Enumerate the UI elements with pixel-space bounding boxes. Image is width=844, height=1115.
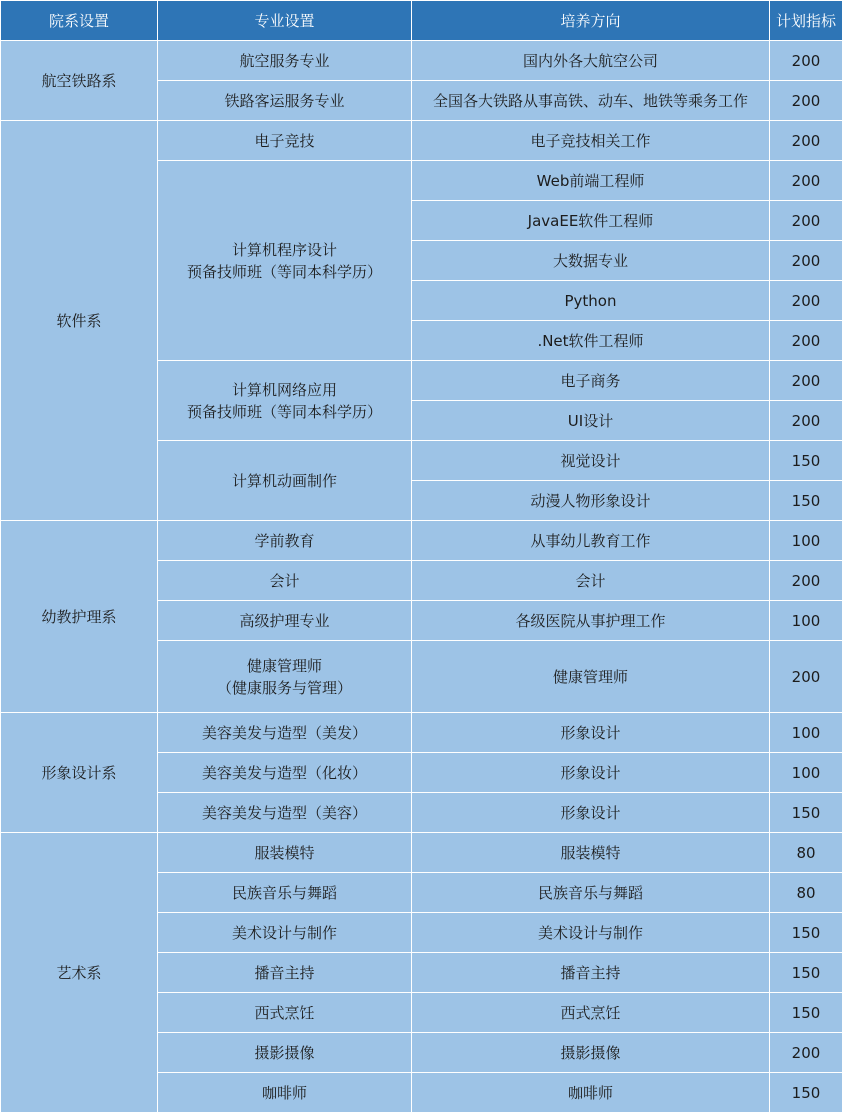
department-cell: 形象设计系 bbox=[1, 713, 158, 833]
major-cell: 咖啡师 bbox=[158, 1073, 412, 1113]
major-cell: 民族音乐与舞蹈 bbox=[158, 873, 412, 913]
direction-cell: 健康管理师 bbox=[412, 641, 770, 713]
direction-cell: UI设计 bbox=[412, 401, 770, 441]
direction-cell: 服装模特 bbox=[412, 833, 770, 873]
major-cell: 航空服务专业 bbox=[158, 41, 412, 81]
quota-cell: 200 bbox=[770, 281, 843, 321]
department-cell: 航空铁路系 bbox=[1, 41, 158, 121]
direction-cell: 电子竞技相关工作 bbox=[412, 121, 770, 161]
quota-cell: 80 bbox=[770, 873, 843, 913]
quota-cell: 200 bbox=[770, 161, 843, 201]
major-cell: 美容美发与造型（化妆） bbox=[158, 753, 412, 793]
department-cell: 软件系 bbox=[1, 121, 158, 521]
direction-cell: Python bbox=[412, 281, 770, 321]
direction-cell: 全国各大铁路从事高铁、动车、地铁等乘务工作 bbox=[412, 81, 770, 121]
direction-cell: 民族音乐与舞蹈 bbox=[412, 873, 770, 913]
major-cell: 高级护理专业 bbox=[158, 601, 412, 641]
quota-cell: 150 bbox=[770, 441, 843, 481]
header-department: 院系设置 bbox=[1, 1, 158, 41]
major-cell: 计算机网络应用 预备技师班（等同本科学历） bbox=[158, 361, 412, 441]
direction-cell: 动漫人物形象设计 bbox=[412, 481, 770, 521]
major-cell: 美容美发与造型（美容） bbox=[158, 793, 412, 833]
major-cell: 服装模特 bbox=[158, 833, 412, 873]
quota-cell: 150 bbox=[770, 913, 843, 953]
quota-cell: 150 bbox=[770, 1073, 843, 1113]
direction-cell: 摄影摄像 bbox=[412, 1033, 770, 1073]
table-header-row bbox=[1, 1, 843, 41]
quota-cell: 150 bbox=[770, 993, 843, 1033]
quota-cell: 200 bbox=[770, 81, 843, 121]
quota-cell: 200 bbox=[770, 1033, 843, 1073]
direction-cell: 咖啡师 bbox=[412, 1073, 770, 1113]
major-cell: 播音主持 bbox=[158, 953, 412, 993]
major-cell: 铁路客运服务专业 bbox=[158, 81, 412, 121]
direction-cell: Web前端工程师 bbox=[412, 161, 770, 201]
direction-cell: 大数据专业 bbox=[412, 241, 770, 281]
quota-cell: 80 bbox=[770, 833, 843, 873]
table-row bbox=[1, 713, 843, 753]
direction-cell: .Net软件工程师 bbox=[412, 321, 770, 361]
direction-cell: 西式烹饪 bbox=[412, 993, 770, 1033]
major-cell: 计算机程序设计 预备技师班（等同本科学历） bbox=[158, 161, 412, 361]
quota-cell: 200 bbox=[770, 121, 843, 161]
quota-cell: 100 bbox=[770, 521, 843, 561]
table-row bbox=[1, 41, 843, 81]
major-cell: 摄影摄像 bbox=[158, 1033, 412, 1073]
direction-cell: 形象设计 bbox=[412, 753, 770, 793]
quota-cell: 200 bbox=[770, 641, 843, 713]
direction-cell: 各级医院从事护理工作 bbox=[412, 601, 770, 641]
direction-cell: 视觉设计 bbox=[412, 441, 770, 481]
direction-cell: 国内外各大航空公司 bbox=[412, 41, 770, 81]
direction-cell: 电子商务 bbox=[412, 361, 770, 401]
quota-cell: 200 bbox=[770, 321, 843, 361]
major-cell: 计算机动画制作 bbox=[158, 441, 412, 521]
header-major: 专业设置 bbox=[158, 1, 412, 41]
major-cell: 会计 bbox=[158, 561, 412, 601]
quota-cell: 200 bbox=[770, 201, 843, 241]
quota-cell: 150 bbox=[770, 793, 843, 833]
quota-cell: 200 bbox=[770, 41, 843, 81]
direction-cell: 播音主持 bbox=[412, 953, 770, 993]
header-direction: 培养方向 bbox=[412, 1, 770, 41]
quota-cell: 100 bbox=[770, 753, 843, 793]
table-body bbox=[1, 41, 843, 1113]
quota-cell: 100 bbox=[770, 713, 843, 753]
direction-cell: JavaEE软件工程师 bbox=[412, 201, 770, 241]
major-cell: 美容美发与造型（美发） bbox=[158, 713, 412, 753]
quota-cell: 150 bbox=[770, 481, 843, 521]
major-cell: 西式烹饪 bbox=[158, 993, 412, 1033]
direction-cell: 会计 bbox=[412, 561, 770, 601]
quota-cell: 200 bbox=[770, 361, 843, 401]
quota-cell: 200 bbox=[770, 401, 843, 441]
direction-cell: 形象设计 bbox=[412, 793, 770, 833]
table-row bbox=[1, 521, 843, 561]
quota-cell: 150 bbox=[770, 953, 843, 993]
major-cell: 电子竞技 bbox=[158, 121, 412, 161]
direction-cell: 从事幼儿教育工作 bbox=[412, 521, 770, 561]
quota-cell: 200 bbox=[770, 561, 843, 601]
quota-cell: 100 bbox=[770, 601, 843, 641]
major-cell: 健康管理师 （健康服务与管理） bbox=[158, 641, 412, 713]
table-row bbox=[1, 121, 843, 161]
major-cell: 美术设计与制作 bbox=[158, 913, 412, 953]
department-cell: 幼教护理系 bbox=[1, 521, 158, 713]
department-cell: 艺术系 bbox=[1, 833, 158, 1113]
table-row bbox=[1, 833, 843, 873]
major-cell: 学前教育 bbox=[158, 521, 412, 561]
direction-cell: 形象设计 bbox=[412, 713, 770, 753]
direction-cell: 美术设计与制作 bbox=[412, 913, 770, 953]
quota-cell: 200 bbox=[770, 241, 843, 281]
header-quota: 计划指标 bbox=[770, 1, 843, 41]
